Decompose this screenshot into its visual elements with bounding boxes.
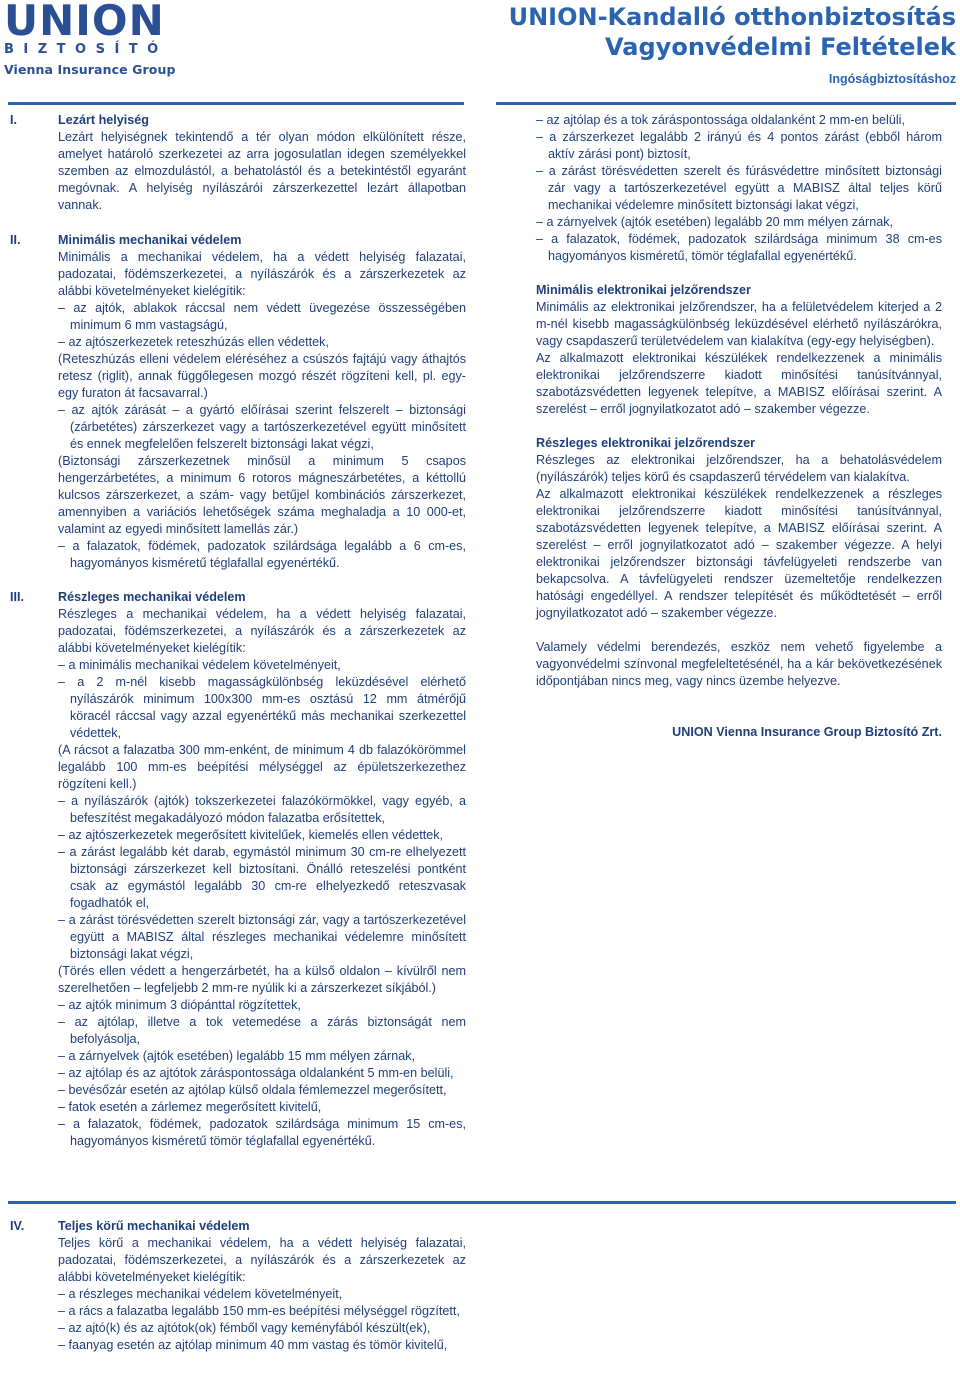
list-item: – az ajtószerkezetek megerősített kivitelűek, kiemelés ellen védettek, — [58, 827, 466, 844]
section-title: Teljes körű mechanikai védelem — [58, 1219, 250, 1233]
list-item: – a zárnyelvek (ajtók esetében) legalább 20 mm mélyen zárnak, — [536, 214, 942, 231]
document-subtitle: Ingóságbiztosításhoz — [828, 72, 956, 86]
section-paragraph: Lezárt helyiségnek tekintendő a tér olyan módon elkülönített része, amelyet határoló szerkezetei az arra jogosulatlan idegen személyekkel szemben az elmozdulástól, a behatolástól és a betekintéstől egyaránt megóvnak. A helyiség nyílászárói zárszerkezettel lezárt állapotban vannak. — [58, 130, 466, 212]
list-item: – bevésőzár esetén az ajtólap külső oldala fémlemezzel megerősített, — [58, 1082, 466, 1099]
bottom-section-rule — [8, 1201, 956, 1204]
section-note: (Biztonsági zárszerkezetnek minősül a minimum 5 csapos hengerzárbetétes, a minimum 6 rotoros mágneszárbetétes, a kéttollú kulcsos zárszerkezet, a szám- vagy betűjel kombinációs zárszerkezet, amennyiben a variációs lehetőségek száma meghaladja a 10 000-et, valamint az egyedi minősített lamellás zár.) — [58, 454, 466, 536]
minimal-electronic-title: Minimális elektronikai jelzőrendszer — [536, 283, 751, 297]
list-item: – a rács a falazatba legalább 150 mm-es beépítési mélységgel rögzített, — [58, 1303, 466, 1320]
section-number: IV. — [10, 1219, 25, 1233]
company-logo — [4, 2, 179, 77]
document-header — [509, 2, 956, 86]
section-intro: Részleges a mechanikai védelem, ha a védett helyiség falazatai, padozatai, födémszerkezetei, a nyílászárók és a zárszerkezetek az alábbi követelményeket kielégítik: — [58, 607, 466, 655]
section-4 — [10, 1218, 466, 1354]
section-3 — [10, 589, 466, 1150]
list-item: – az ajtók, ablakok ráccsal nem védett üvegezése összességében minimum 6 mm vastagságú, — [58, 300, 466, 334]
list-item: – a zárnyelvek (ajtók esetében) legalább 15 mm mélyen zárnak, — [58, 1048, 466, 1065]
partial-electronic-paragraph: Részleges az elektronikai jelzőrendszer, ha a behatolásvédelem (nyílászárók) teljes körű és csapdaszerű térvédelem van kialakítva. — [536, 453, 942, 484]
section-number: II. — [10, 233, 21, 247]
section-number: I. — [10, 113, 17, 127]
section-title: Lezárt helyiség — [58, 113, 149, 127]
list-item: – a 2 m-nél kisebb magasságkülönbség leküzdésével elérhető nyílászárók minimum 100x300 mm-es osztású 12 mm átmérőjű köracél ráccsal vagy azzal egyenértékű más mechanikai szerkezettel védettek, — [58, 674, 466, 742]
section-note: (Törés ellen védett a hengerzárbetét, ha a külső oldalon – kívülről nem szerelhetően – legfeljebb 2 mm-re nyúlik ki a zárszerkezet síkjából.) — [58, 964, 466, 995]
section-number: III. — [10, 590, 24, 604]
list-item: – fatok esetén a zárlemez megerősített kivitelű, — [58, 1099, 466, 1116]
left-column-rule — [8, 102, 464, 105]
minimal-electronic-paragraph: Minimális az elektronikai jelzőrendszer, ha a felületvédelem kiterjed a 2 m-nél kisebb magasságkülönbség leküzdésével elérhető nyílászárókra, vagy csapdaszerű területvédelem van kialakítva (egy-egy helyiségben). — [536, 300, 942, 348]
section-title: Minimális mechanikai védelem — [58, 233, 242, 247]
list-item: – a falazatok, födémek, padozatok szilárdsága minimum 15 cm-es, hagyományos kisméretű tömör téglafallal egyenértékű. — [58, 1116, 466, 1150]
company-signature: UNION Vienna Insurance Group Biztosító Zrt. — [672, 725, 942, 739]
list-item: – az ajtók zárását – a gyártó előírásai szerint felszerelt – biztonsági (zárbetétes) zárszerkezet vagy a tartószerkezetével együtt minősített és ennek megfelelően felszerelt biztonsági lakat végzi, — [58, 402, 466, 453]
list-item: – az ajtószerkezetek reteszhúzás ellen védettek, — [58, 334, 466, 351]
section-note: (Reteszhúzás elleni védelem eléréséhez a csúszós fajtájú vagy áthajtós retesz (riglit), annak függőlegesen mozgó részét rögzíteni kell, pl. egy-egy furaton át facsavarral.) — [58, 352, 466, 400]
list-item: – a nyílászárók (ajtók) tokszerkezetei falazókörmökkel, vagy egyéb, a befeszítést megakadályozó módon falazatba erősítettek, — [58, 793, 466, 827]
list-item: – a részleges mechanikai védelem követelményeit, — [58, 1286, 466, 1303]
section-title: Részleges mechanikai védelem — [58, 590, 246, 604]
logo-biztosito-text: BIZTOSÍTÓ — [4, 42, 168, 57]
section-intro: Minimális a mechanikai védelem, ha a védett helyiség falazatai, padozatai, födémszerkezetei, a nyílászárók és a zárszerkezetek az alábbi követelményeket kielégítik: — [58, 250, 466, 298]
section-1 — [10, 112, 466, 214]
list-item: – az ajtólap és az ajtótok záráspontossága oldalanként 5 mm-en belüli, — [58, 1065, 466, 1082]
right-column-rule — [496, 102, 956, 105]
list-item: – faanyag esetén az ajtólap minimum 40 mm vastag és tömör kivitelű, — [58, 1337, 466, 1354]
document-title-line2: Vagyonvédelmi Feltételek — [605, 33, 956, 61]
list-item: – a falazatok, födémek, padozatok szilárdsága legalább a 6 cm-es, hagyományos kisméretű téglafallal egyenértékű. — [58, 538, 466, 572]
section-intro: Teljes körű a mechanikai védelem, ha a védett helyiség falazatai, padozatai, födémszerkezetei, a nyílászárók és a zárszerkezetek az alábbi követelményeket kielégítik: — [58, 1236, 466, 1284]
partial-electronic-title: Részleges elektronikai jelzőrendszer — [536, 436, 756, 450]
list-item: – az ajtók minimum 3 diópánttal rögzítettek, — [58, 997, 466, 1014]
partial-electronic-paragraph: Az alkalmazott elektronikai készülékek rendelkezzenek a részleges elektronikai jelzőrendszerre kiadott minősítési tanúsítvánnyal, szabotázsvédetten legyenek telepítve, a MABISZ előírásai szerint. A szerelést – erről jognyilatkozatot adó – szakember végezze. A helyi elektronikai jelzőrendszer biztonsági távfelügyeleti rendszerbe van bekapcsolva. A távfelügyeleti rendszer üzemeltetője rendelkezzen hatósági engedéllyel. A rendszer telepítését és működtetését – erről jognyilatkozatot adó – szakember végezze. — [536, 487, 942, 620]
section-2 — [10, 232, 466, 572]
list-item: – a falazatok, födémek, padozatok szilárdsága minimum 38 cm-es hagyományos kisméretű, tömör téglafallal egyenértékű. — [536, 231, 942, 265]
list-item: – az ajtólap, illetve a tok vetemedése a zárás biztonságát nem befolyásolja, — [58, 1014, 466, 1048]
minimal-electronic-paragraph: Az alkalmazott elektronikai készülékek rendelkezzenek a minimális elektronikai jelzőrendszerre kiadott minősítési tanúsítvánnyal, szabotázsvédetten legyenek telepítve, a MABISZ előírásai szerint. A szerelést – erről jognyilatkozatot adó – szakember végezze. — [536, 351, 942, 416]
list-item: – a minimális mechanikai védelem követelményeit, — [58, 657, 466, 674]
logo-union-text: UNION — [4, 0, 165, 45]
section-note: (A rácsot a falazatba 300 mm-enként, de minimum 4 db falazókörömmel legalább 100 mm-es beépítési mélységgel az épületszerkezethez rögzíteni kell.) — [58, 743, 466, 791]
closing-paragraph: Valamely védelmi berendezés, eszköz nem vehető figyelembe a vagyonvédelmi színvonal megfeleltetésénél, ha a kár bekövetkezésének időpontjában nincs meg, vagy nincs üzembe helyezve. — [536, 640, 942, 688]
list-item: – a zárást legalább két darab, egymástól minimum 30 cm-re elhelyezett biztonsági zárszerkezet kell biztosítani. Önálló reteszelési pontként csak az egymástól legalább 30 cm-re elhelyezkedő reteszvasak fogadhatók el, — [58, 844, 466, 912]
document-title-line1: UNION-Kandalló otthonbiztosítás — [508, 3, 956, 31]
list-item: – az ajtólap és a tok záráspontossága oldalanként 2 mm-en belüli, — [536, 112, 942, 129]
list-item: – a zárást törésvédetten szerelt biztonsági zár, vagy a tartószerkezetével együtt a MABISZ által részleges mechanikai védelemre minősített biztonsági lakat végzi, — [58, 912, 466, 963]
list-item: – a zárszerkezet legalább 2 irányú és 4 pontos zárást (ebből három aktív zárási pont) biztosít, — [536, 129, 942, 163]
logo-vig-text: Vienna Insurance Group — [4, 62, 176, 77]
list-item: – az ajtó(k) és az ajtótok(ok) fémből vagy keményfából készült(ek), — [58, 1320, 466, 1337]
list-item: – a zárást törésvédetten szerelt és fúrásvédettre minősített biztonsági zár vagy a tartószerkezetével együtt a MABISZ által teljes körű mechanikai védelemre minősített biztonsági lakat végzi, — [536, 163, 942, 214]
right-column — [536, 112, 942, 741]
